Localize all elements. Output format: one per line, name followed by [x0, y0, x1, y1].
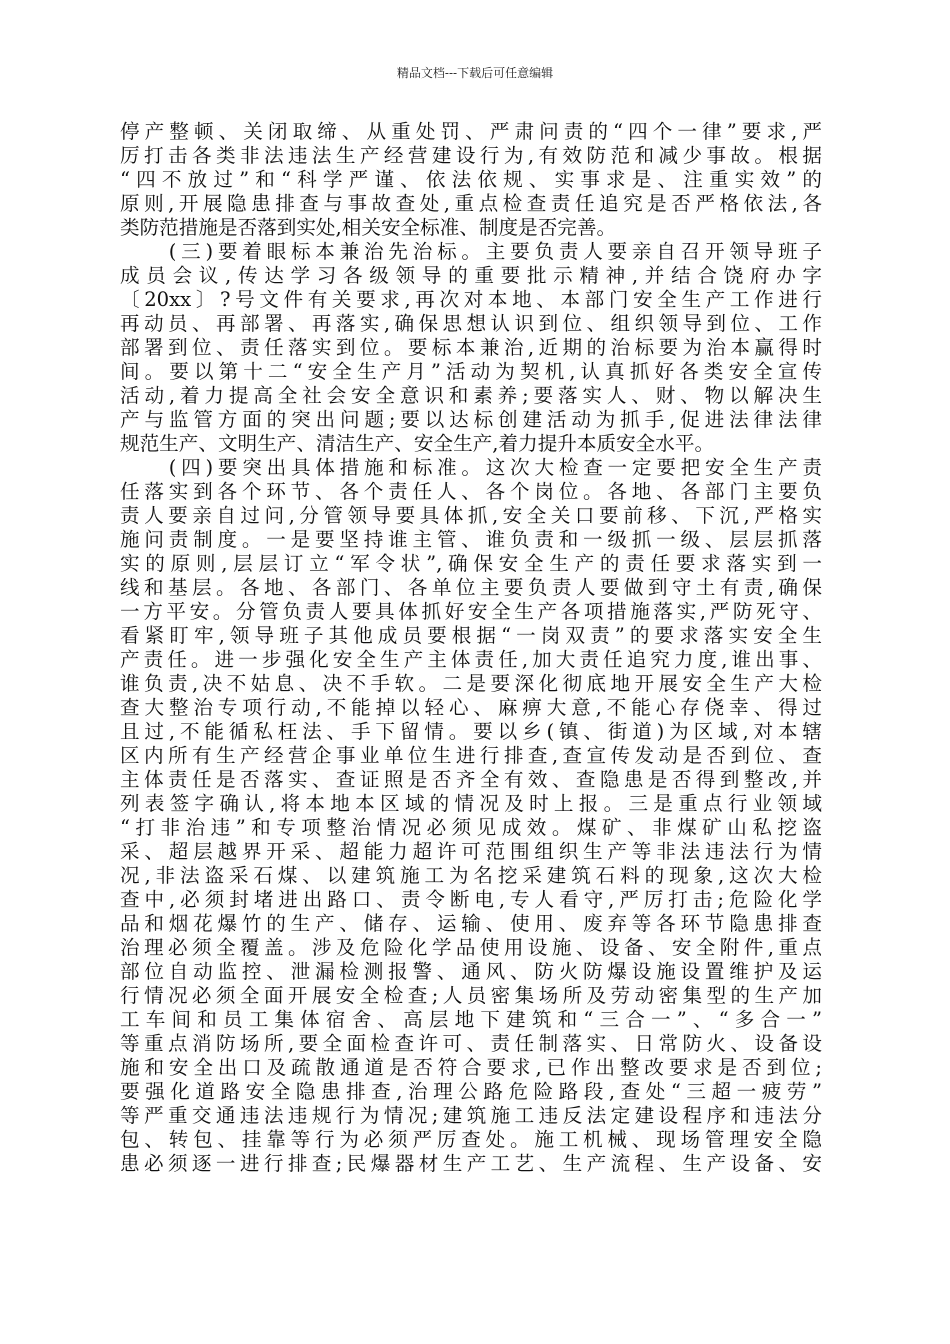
text-line: 主体责任是否落实、查证照是否齐全有效、查隐患是否得到整改,并	[120, 768, 822, 791]
text-line: 规范生产、文明生产、清洁生产、安全生产,着力提升本质安全水平。	[120, 432, 715, 455]
text-line: 行情况必须全面开展安全检查;人员密集场所及劳动密集型的生产加	[120, 984, 822, 1007]
text-line: 施和安全出口及疏散通道是否符合要求,已作出整改要求是否到位;	[120, 1056, 822, 1079]
text-line: 看紧盯牢,领导班子其他成员要根据“一岗双责”的要求落实安全生	[120, 624, 822, 647]
page-header: 精品文档---下载后可任意编辑	[396, 66, 554, 80]
text-line: 查中,必须封堵进出路口、责令断电,专人看守,严厉打击;危险化学	[120, 888, 822, 911]
text-line: 任落实到各个环节、各个责任人、各个岗位。各地、各部门主要负	[120, 480, 822, 503]
text-line: 〔20xx〕?号文件有关要求,再次对本地、本部门安全生产工作进行	[120, 288, 822, 311]
text-line: 责人要亲自过问,分管领导要具体抓,安全关口要前移、下沉,严格实	[120, 504, 822, 527]
text-line: 停产整顿、关闭取缔、从重处罚、严肃问责的“四个一律”要求,严	[120, 120, 822, 143]
text-line: (四)要突出具体措施和标准。这次大检查一定要把安全生产责	[120, 456, 822, 479]
text-line: 要强化道路安全隐患排查,治理公路危险路段,查处“三超一疲劳”	[120, 1080, 822, 1103]
text-line: 采、超层越界开采、超能力超许可范围组织生产等非法违法行为情	[120, 840, 822, 863]
text-line: 活动,着力提高全社会安全意识和素养;要落实人、财、物以解决生	[120, 384, 822, 407]
text-line: 区内所有生产经营企事业单位生进行排查,查宣传发动是否到位、查	[120, 744, 822, 767]
document-body	[120, 120, 822, 1176]
text-line: 类防范措施是否落到实处,相关安全标准、制度是否完善。	[120, 216, 617, 239]
text-line: 治理必须全覆盖。涉及危险化学品使用设施、设备、安全附件,重点	[120, 936, 822, 959]
text-line: 部位自动监控、泄漏检测报警、通风、防火防爆设施设置维护及运	[120, 960, 822, 983]
text-line: 谁负责,决不姑息、决不手软。二是要深化彻底地开展安全生产大检	[120, 672, 822, 695]
text-line: 实的原则,层层订立“军令状”,确保安全生产的责任要求落实到一	[120, 552, 822, 575]
text-line: 一方平安。分管负责人要具体抓好安全生产各项措施落实,严防死守、	[120, 600, 822, 623]
text-line: 品和烟花爆竹的生产、储存、运输、使用、废弃等各环节隐患排查	[120, 912, 822, 935]
text-line: 施问责制度。一是要坚持谁主管、谁负责和一级抓一级、层层抓落	[120, 528, 822, 551]
text-line: 厉打击各类非法违法生产经营建设行为,有效防范和减少事故。根据	[120, 144, 822, 167]
text-line: 再动员、再部署、再落实,确保思想认识到位、组织领导到位、工作	[120, 312, 822, 335]
text-line: 况,非法盗采石煤、以建筑施工为名挖采建筑石料的现象,这次大检	[120, 864, 822, 887]
text-line: 间。要以第十二“安全生产月”活动为契机,认真抓好各类安全宣传	[120, 360, 822, 383]
text-line: 包、转包、挂靠等行为必须严厉查处。施工机械、现场管理安全隐	[120, 1128, 822, 1151]
text-line: 等重点消防场所,要全面检查许可、责任制落实、日常防火、设备设	[120, 1032, 822, 1055]
text-line: 等严重交通违法违规行为情况;建筑施工违反法定建设程序和违法分	[120, 1104, 822, 1127]
text-line: 产责任。进一步强化安全生产主体责任,加大责任追究力度,谁出事、	[120, 648, 822, 671]
text-line: 列表签字确认,将本地本区域的情况及时上报。三是重点行业领域	[120, 792, 822, 815]
text-line: 线和基层。各地、各部门、各单位主要负责人要做到守土有责,确保	[120, 576, 822, 599]
text-line: 部署到位、责任落实到位。要标本兼治,近期的治标要为治本赢得时	[120, 336, 822, 359]
text-line: 成员会议,传达学习各级领导的重要批示精神,并结合饶府办字	[120, 264, 822, 287]
text-line: 患必须逐一进行排查;民爆器材生产工艺、生产流程、生产设备、安	[120, 1152, 822, 1175]
text-line: 原则,开展隐患排查与事故查处,重点检查责任追究是否严格依法,各	[120, 192, 822, 215]
text-line: “打非治违”和专项整治情况必须见成效。煤矿、非煤矿山私挖盗	[120, 816, 822, 839]
text-line: 查大整治专项行动,不能掉以轻心、麻痹大意,不能心存侥幸、得过	[120, 696, 822, 719]
text-line: (三)要着眼标本兼治先治标。主要负责人要亲自召开领导班子	[120, 240, 822, 263]
text-line: “四不放过”和“科学严谨、依法依规、实事求是、注重实效”的	[120, 168, 822, 191]
text-line: 工车间和员工集体宿舍、高层地下建筑和“三合一”、“多合一”	[120, 1008, 822, 1031]
text-line: 且过,不能循私枉法、手下留情。要以乡(镇、街道)为区域,对本辖	[120, 720, 822, 743]
text-line: 产与监管方面的突出问题;要以达标创建活动为抓手,促进法律法律	[120, 408, 822, 431]
